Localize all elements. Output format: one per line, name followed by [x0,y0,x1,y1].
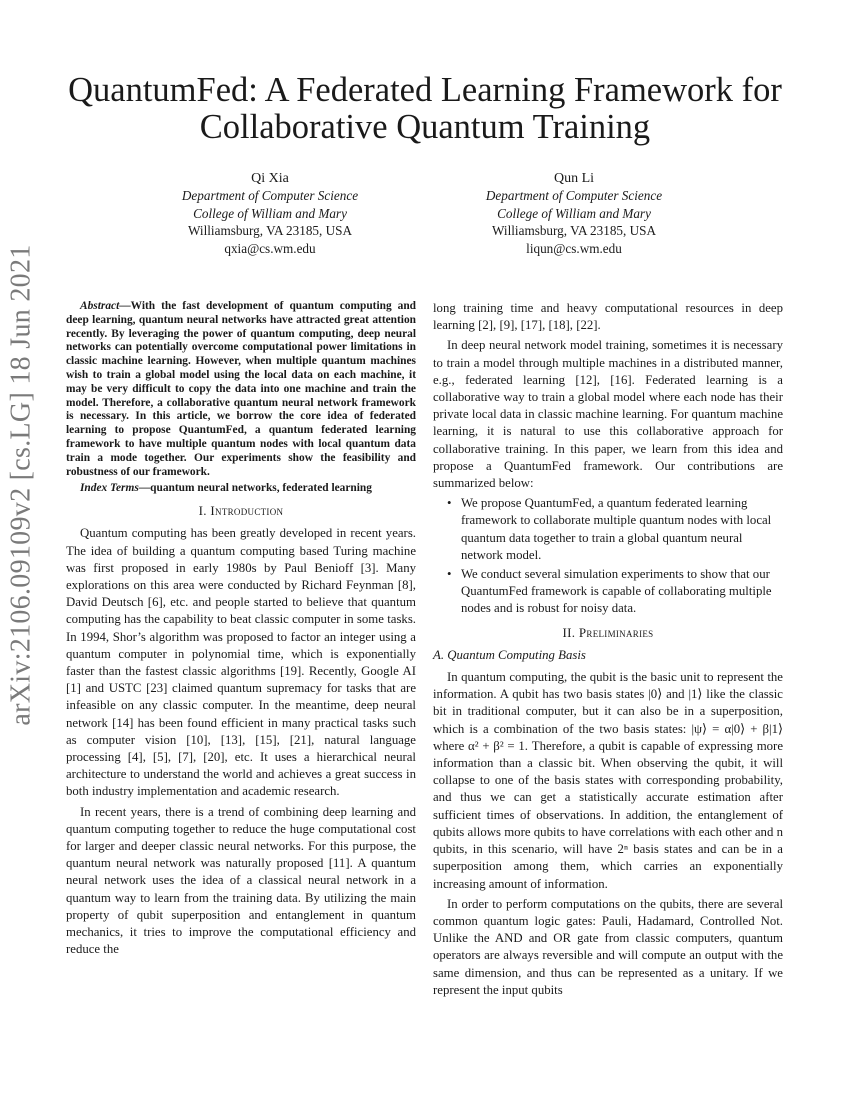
author-city: Williamsburg, VA 23185, USA [188,223,352,239]
index-terms-label: Index Terms [80,482,139,495]
intro-paragraph-2: In recent years, there is a trend of combining deep learning and quantum computing together to reduce the huge computational cost for larger and deeper classic neural networks. For this purpose, the quantum neural network was naturally proposed [11]. A quantum neural network uses the idea of a classical neural network in a quantum way to learn from the training data. By utilizing the main property of qubit superposition and entanglement in quantum mechanics, it tries to improve the computational efficiency and reduce the [66,804,416,957]
author-department: Department of Computer Science [181,188,359,204]
contribution-item: • We propose QuantumFed, a quantum federated learning framework to collaborate multiple quantum nodes with local quantum data together to train a global quantum neural network model. [433,495,783,564]
abstract-text: —With the fast development of quantum computing and deep learning, quantum neural networks have attracted great attention recently. By leveraging the power of quantum computing, deep neural networks can potentially overcome computational power limitations in classic machine learning. However, when multiple quantum machines wish to train a global model using the local data on each machine, it may be very difficult to copy the data into one machine and train the model. Therefore, a collaborative quantum neural network framework is necessary. In this article, we borrow the core idea of federated learning to propose QuantumFed, a quantum federated learning framework to have multiple quantum nodes with local quantum data train a mode together. Our experiments show the feasibility and robustness of our framework. [66,300,416,478]
author-department: Department of Computer Science [485,188,663,204]
index-terms-text: —quantum neural networks, federated learning [138,482,372,495]
author-name: Qi Xia [251,171,289,186]
title-line-1: QuantumFed: A Federated Learning Framework for [68,71,782,109]
author-college: College of William and Mary [497,205,651,221]
author-block-2 [424,170,724,257]
abstract-label: Abstract [80,300,120,312]
author-college: College of William and Mary [193,205,347,221]
arxiv-sidebar [2,244,42,726]
contribution-item: • We conduct several simulation experiments to show that our QuantumFed framework is capable of collaborating multiple nodes and is robust for noisy data. [433,566,783,618]
author-email: qxia@cs.wm.edu [224,240,316,256]
intro-paragraph-3: In deep neural network model training, sometimes it is necessary to train a model through multiple machines in a distributed manner, e.g., federated learning [12], [16]. Federated learning is a collaborative way to train a global model where each node has their private local data in classic machine learning. For quantum machine learning, it is natural to use this collaborative approach for collaborative training. In this paper, we learn from this idea and propose a QuantumFed framework. Our contributions are summarized below: [433,338,783,491]
qc-paragraph-1: In quantum computing, the qubit is the basic unit to represent the information. A qubit has two basis states |0⟩ and |1⟩ like the classic bit in traditional computer, but it can also be in a superposition, which is a combination of the two basis states: |ψ⟩ = α|0⟩ + β|1⟩ where α² + β² = 1. Therefore, a qubit is capable of expressing more information than a classic bit. When observing the qubit, it will collapse to one of the basis states with corresponding probability, and thus we can get a statistically accurate estimation after sufficient times of observations. In addition, the entanglement of qubits allows more qubits to have correlations with each other and n qubits, in this scenario, will have 2ⁿ basis states and can be in a superposition among them, which carries an exponentially increasing amount of information. [433,670,783,891]
section-heading-introduction: I. Introduction [198,503,284,519]
paper-title [40,72,810,146]
intro-continued-paragraph: long training time and heavy computational resources in deep learning [2], [9], [17], [18], [22]. [433,301,783,333]
author-block-1 [120,170,420,257]
section-heading-preliminaries: II. Preliminaries [562,624,654,640]
arxiv-identifier: arXiv:2106.09109v2 [cs.LG] 18 Jun 2021 [6,244,37,726]
subsection-heading: A. Quantum Computing Basis [433,647,586,662]
author-city: Williamsburg, VA 23185, USA [492,223,656,239]
author-name: Qun Li [553,171,595,186]
right-column [433,300,783,1002]
left-column [66,300,416,961]
contributions-list [433,495,783,617]
title-line-2: Collaborative Quantum Training [199,108,651,146]
author-email: liqun@cs.wm.edu [526,240,622,256]
abstract [66,300,416,479]
qc-paragraph-2: In order to perform computations on the qubits, there are several common quantum logic gates: Pauli, Hadamard, Controlled Not. Unlike the AND and OR gate from classic computers, quantum operators are always reversible and will compute an output with the same dimension, and thus can be represented as a unitary. If we represent the input qubits [433,896,783,997]
intro-paragraph-1: Quantum computing has been greatly developed in recent years. The idea of building a quantum computing based Turing machine was first proposed in early 1980s by Paul Benioff [3]. Many explorations on this area were conducted by Richard Feynman [8], David Deutsch [6], etc. and people started to believe that quantum computing has the capability to beat classic computer in some tasks. In 1994, Shor’s algorithm was proposed to factor an integer using a quantum computer in polynomial time, which is exponentially faster than the fastest classic algorithms [19]. Recently, Google AI [1] and USTC [23] claimed quantum supremacy for tasks that are infeasible on any classic computer. In the meantime, deep neural network [14] has been found efficient in many practical tasks such as computer vision [10], [13], [15], [21], natural language processing [4], [5], [7], [20], etc. It uses a hierarchical neural architecture to understand the world and achieves a great success in both industry implementation and academic research. [66,526,416,799]
index-terms [66,482,416,496]
